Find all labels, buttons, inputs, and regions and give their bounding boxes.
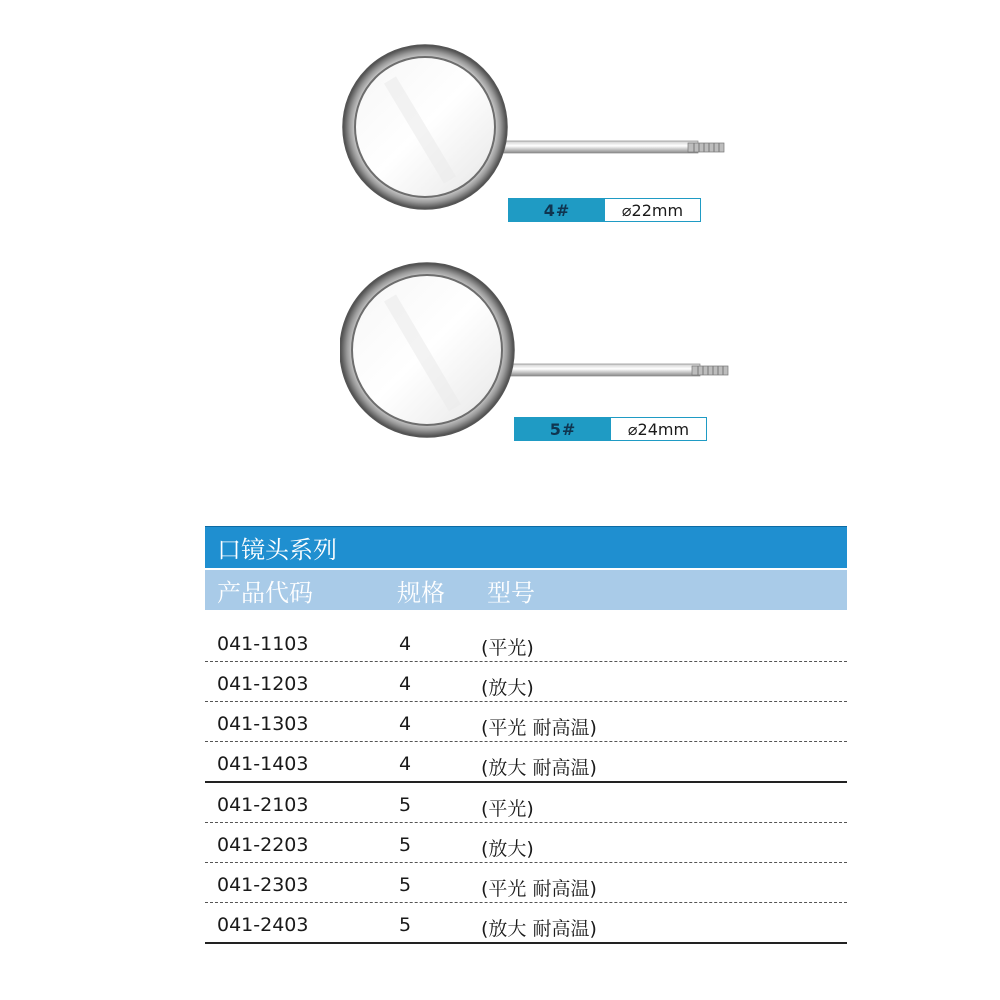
row-type: (放大) (481, 838, 534, 860)
dental-mirror-icon (340, 40, 740, 220)
table-header (205, 570, 847, 610)
table-row (205, 742, 847, 783)
row-spec: 5 (399, 794, 412, 816)
size-diameter: ⌀22mm (605, 199, 700, 221)
row-type: (平光) (481, 798, 534, 820)
row-spec: 4 (399, 673, 412, 695)
table-row (205, 903, 847, 944)
row-code: 041-2403 (217, 914, 309, 936)
table-row (205, 662, 847, 702)
product-table (205, 526, 847, 944)
row-type: (放大 耐高温) (481, 918, 597, 940)
row-spec: 4 (399, 713, 412, 735)
row-code: 041-2203 (217, 834, 309, 856)
row-code: 041-1403 (217, 753, 309, 775)
row-code: 041-2303 (217, 874, 309, 896)
size-code: 4# (509, 199, 605, 221)
header-type: 型号 (487, 578, 535, 607)
table-row (205, 783, 847, 823)
size-code: 5# (515, 418, 611, 440)
size-diameter: ⌀24mm (611, 418, 706, 440)
header-code: 产品代码 (217, 578, 313, 607)
row-code: 041-1303 (217, 713, 309, 735)
table-body (205, 622, 847, 944)
table-row (205, 863, 847, 903)
size-tag-4 (508, 198, 701, 222)
row-type: (平光 耐高温) (481, 717, 597, 739)
row-spec: 4 (399, 633, 412, 655)
row-type: (平光 耐高温) (481, 878, 597, 900)
size-tag-5 (514, 417, 707, 441)
row-spec: 4 (399, 753, 412, 775)
header-spec: 规格 (397, 578, 445, 607)
row-type: (放大) (481, 677, 534, 699)
dental-mirror-icon (340, 258, 740, 443)
row-code: 041-1203 (217, 673, 309, 695)
table-row (205, 823, 847, 863)
row-code: 041-1103 (217, 633, 309, 655)
row-spec: 5 (399, 874, 412, 896)
row-type: (放大 耐高温) (481, 757, 597, 779)
table-row (205, 702, 847, 742)
row-spec: 5 (399, 834, 412, 856)
table-title: 口镜头系列 (205, 526, 847, 568)
row-code: 041-2103 (217, 794, 309, 816)
row-type: (平光) (481, 637, 534, 659)
row-spec: 5 (399, 914, 412, 936)
table-row (205, 622, 847, 662)
